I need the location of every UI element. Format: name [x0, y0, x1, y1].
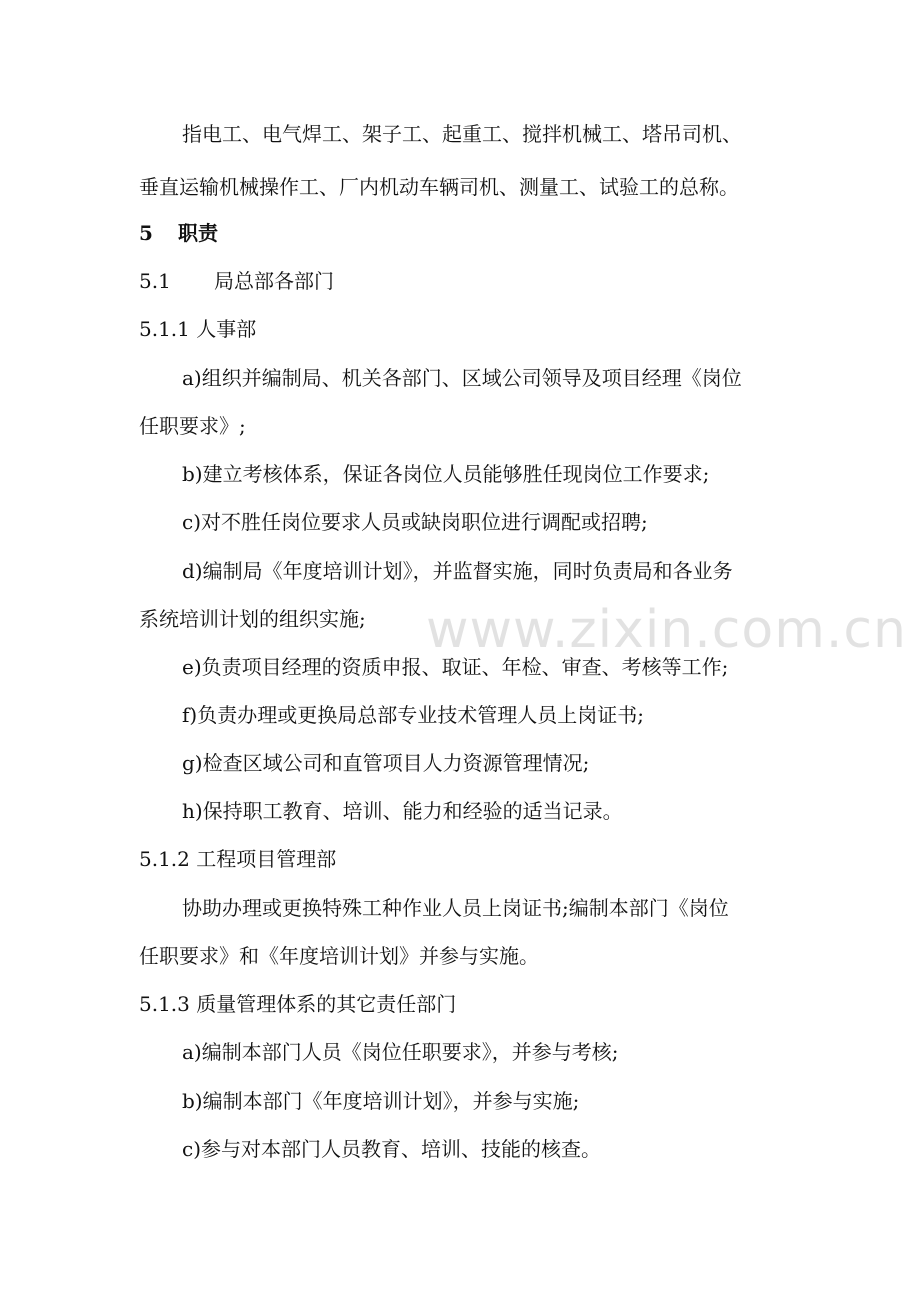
- section-5-1-3-item-a: a)编制本部门人员《岗位任职要求》，并参与考核;: [182, 1040, 619, 1064]
- intro-line-2: 垂直运输机械操作工、厂内机动车辆司机、测量工、试验工的总称。: [139, 175, 739, 199]
- item-a-line-1: a)组织并编制局、机关各部门、区域公司领导及项目经理《岗位: [182, 366, 742, 390]
- item-e: e)负责项目经理的资质申报、取证、年检、审查、考核等工作;: [182, 655, 729, 679]
- section-5-1-3-item-b: b)编制本部门《年度培训计划》，并参与实施;: [182, 1089, 580, 1113]
- item-h: h)保持职工教育、培训、能力和经验的适当记录。: [182, 799, 623, 823]
- item-c: c)对不胜任岗位要求人员或缺岗职位进行调配或招聘;: [182, 510, 648, 534]
- item-g: g)检查区域公司和直管项目人力资源管理情况;: [182, 751, 590, 775]
- section-5-title: 职责: [178, 221, 218, 245]
- section-5-1-3-item-c: c)参与对本部门人员教育、培训、技能的核查。: [182, 1137, 602, 1161]
- item-d-line-1: d)编制局《年度培训计划》，并监督实施，同时负责局和各业务: [182, 559, 733, 583]
- item-f: f)负责办理或更换局总部专业技术管理人员上岗证书;: [182, 703, 644, 727]
- section-5-1-3-heading: 5.1.3 质量管理体系的其它责任部门: [139, 992, 457, 1016]
- section-5-1-number: 5.1: [139, 269, 171, 293]
- section-5-number: 5: [139, 221, 153, 245]
- item-b: b)建立考核体系，保证各岗位人员能够胜任现岗位工作要求;: [182, 462, 710, 486]
- watermark: www.zixin.com.cn: [426, 600, 907, 660]
- intro-line-1: 指电工、电气焊工、架子工、起重工、搅拌机械工、塔吊司机、: [182, 122, 742, 146]
- section-5-1-1-heading: 5.1.1 人事部: [139, 317, 257, 341]
- item-d-line-2: 系统培训计划的组织实施;: [139, 607, 366, 631]
- item-a-line-2: 任职要求》;: [139, 414, 246, 438]
- section-5-1-2-heading: 5.1.2 工程项目管理部: [139, 847, 337, 871]
- section-5-1-2-text-line-2: 任职要求》和《年度培训计划》并参与实施。: [139, 944, 539, 968]
- section-5-1-title: 局总部各部门: [214, 269, 334, 293]
- section-5-1-2-text-line-1: 协助办理或更换特殊工种作业人员上岗证书;编制本部门《岗位: [182, 896, 729, 920]
